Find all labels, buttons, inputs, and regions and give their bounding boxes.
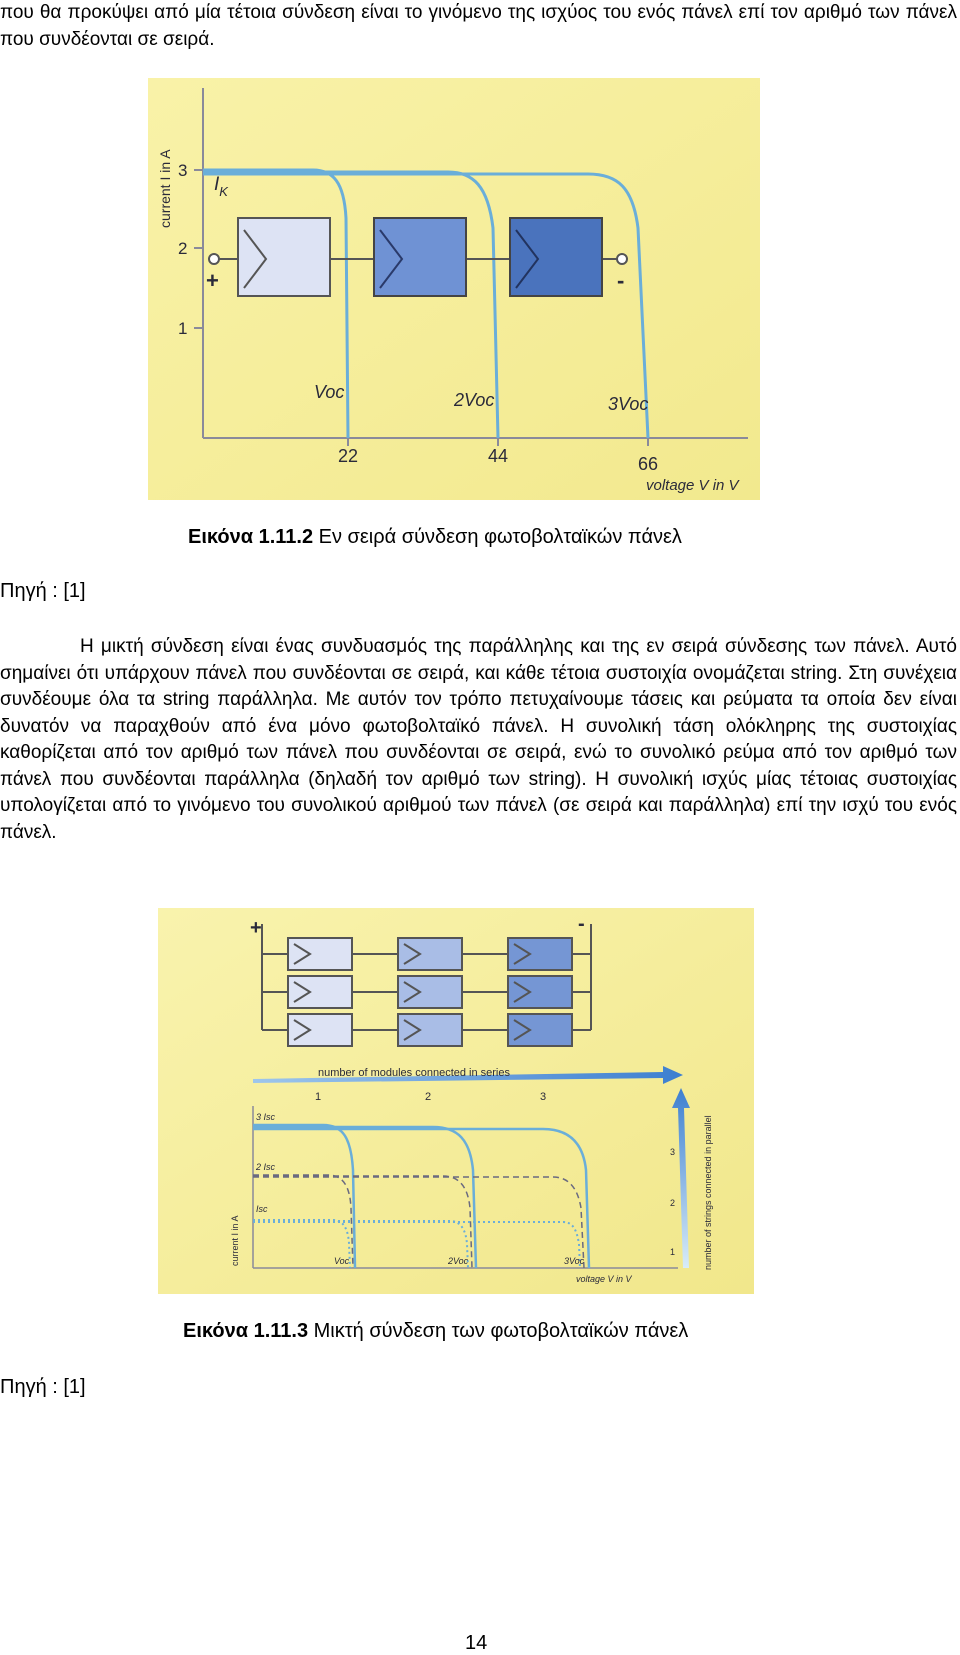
parallel-tick-2: 2 <box>670 1198 676 1208</box>
ik-label: $I_K$ <box>214 174 228 199</box>
figure2-x-axis-label: voltage V in V <box>576 1274 632 1284</box>
panel-3 <box>510 218 602 296</box>
voc-label-2: 2Voc <box>454 390 495 410</box>
series-label: number of modules connected in series <box>318 1067 510 1079</box>
x-tick-22: 22 <box>338 446 359 466</box>
negative-terminal <box>617 254 627 264</box>
figure1-source: Πηγή : [1] <box>0 580 86 602</box>
minus-sign: - <box>617 268 625 293</box>
voc-label-1: Voc <box>314 382 345 402</box>
x-tick-66: 66 <box>638 454 659 474</box>
figure1-caption-number: Εικόνα 1.11.2 <box>188 526 314 548</box>
parallel-tick-1: 1 <box>670 1247 676 1257</box>
figure2-source: Πηγή : [1] <box>0 1376 86 1398</box>
page-number: 14 <box>465 1632 488 1654</box>
mixed-connection-figure <box>158 908 754 1294</box>
voc-label-3: 3Voc <box>608 394 649 414</box>
figure2-voc-2: 2Voc <box>448 1256 469 1266</box>
level-2isc: 2 Isc <box>256 1162 276 1172</box>
figure1-x-axis-label: voltage V in V <box>646 477 739 494</box>
string-row-1 <box>262 938 591 970</box>
series-tick-3: 3 <box>540 1091 547 1103</box>
mixed-connection-diagram <box>158 908 754 1294</box>
figure1-y-tick-2: 2 <box>178 239 188 258</box>
figure2-y-axis-label: current I in A <box>230 1215 240 1266</box>
series-connection-figure <box>148 78 760 500</box>
figure1-caption-text: Εν σειρά σύνδεση φωτοβολταϊκών πάνελ <box>313 526 682 548</box>
level-isc: Isc <box>256 1204 268 1214</box>
panel-2 <box>374 218 466 296</box>
figure1-caption <box>188 526 682 549</box>
figure2-voc-1: Voc <box>334 1256 350 1266</box>
parallel-label: number of strings connected in parallel <box>703 1115 713 1270</box>
intro-paragraph: που θα προκύψει από μία τέτοια σύνδεση είναι το γινόμενο της ισχύος του ενός πάνελ επί τον αριθμό των πάνελ που συνδέονται σε σειρά. <box>0 2 957 50</box>
positive-terminal <box>209 254 219 264</box>
plus-sign: + <box>250 917 262 939</box>
figure2-voc-3: 3Voc <box>564 1256 585 1266</box>
parallel-tick-3: 3 <box>670 1147 676 1157</box>
series-connection-diagram <box>148 78 760 500</box>
level-3isc: 3 Isc <box>256 1112 276 1122</box>
series-tick-1: 1 <box>315 1091 322 1103</box>
x-tick-44: 44 <box>488 446 509 466</box>
figure1-y-tick-1: 1 <box>178 319 188 338</box>
series-tick-2: 2 <box>425 1091 432 1103</box>
figure1-y-tick-3: 3 <box>178 161 188 180</box>
mixed-connection-paragraph: Η μικτή σύνδεση είναι ένας συνδυασμός της παράλληλης και της εν σειρά σύνδεσης των πάνελ. Αυτό σημαίνει ότι υπάρχουν πάνελ που συνδέονται σε σειρά, και κάθε τέτοια συστοιχία ονομάζεται string. Στη συνέχεια συνδέουμε όλα τα string παράλληλα. Με αυτόν τον τρόπο πετυχαίνουμε τάσεις και ρεύματα τα οποία δεν είναι δυνατόν να παραχθούν από ένα μόνο φωτοβολταϊκό πάνελ. Η συνολική τάση ολόκληρης της συστοιχίας καθορίζεται από τον αριθμό των πάνελ που συνδέονται σε σειρά, ενώ το συνολικό ρεύμα από τον αριθμό των πάνελ που συνδέονται παράλληλα (δηλαδή τον αριθμό των string). Η συνολική ισχύς μίας τέτοιας συστοιχίας υπολογίζεται από το γινόμενο του συνολικού αριθμού των πάνελ (σε σειρά και παράλληλα) επί την ισχύ του ενός πάνελ. <box>0 636 957 843</box>
figure2-caption-text: Μικτή σύνδεση των φωτοβολταϊκών πάνελ <box>308 1320 689 1342</box>
string-row-3 <box>262 1014 591 1046</box>
figure2-caption-number: Εικόνα 1.11.3 <box>183 1320 309 1342</box>
panel-1 <box>238 218 330 296</box>
string-row-2 <box>262 976 591 1008</box>
plus-sign: + <box>206 268 219 293</box>
figure1-y-axis-label: current I in A <box>157 149 173 228</box>
figure2-caption <box>183 1320 688 1343</box>
minus-sign: - <box>578 913 585 935</box>
